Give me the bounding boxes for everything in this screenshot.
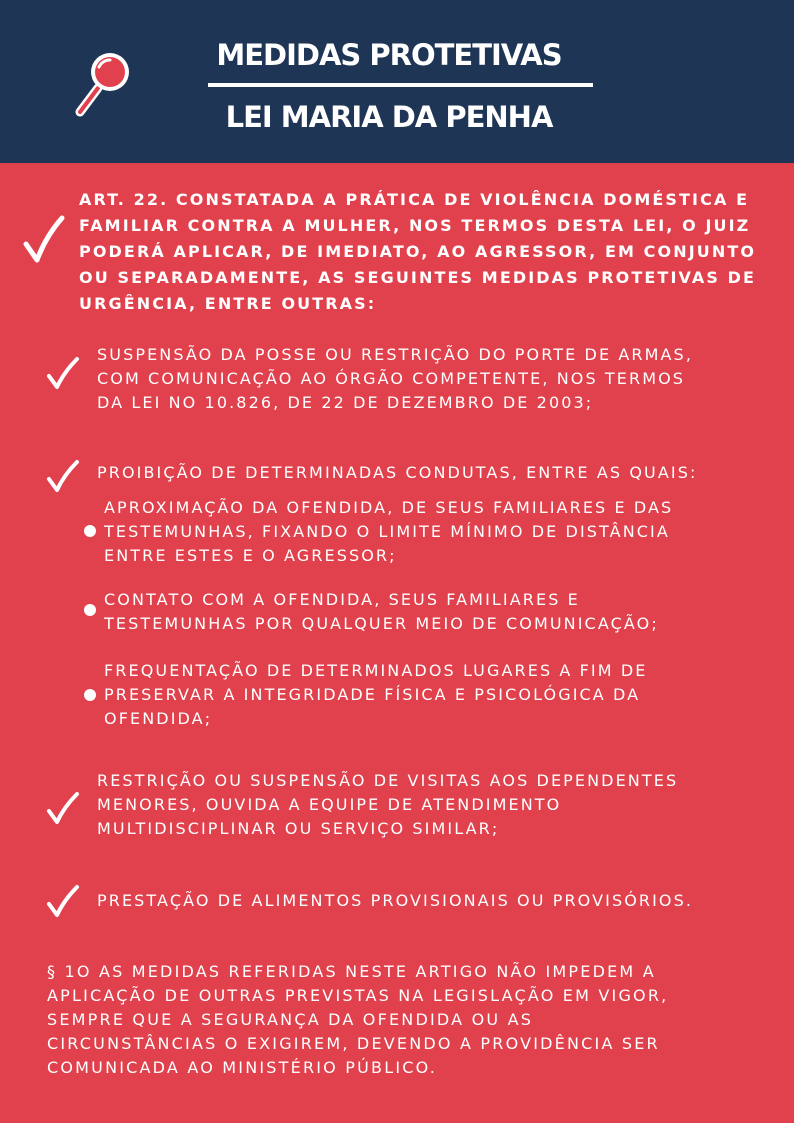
measure-item: SUSPENSÃO DA POSSE OU RESTRIÇÃO DO PORTE DE ARMAS, COM COMUNICAÇÃO AO ÓRGÃO COMPETENTE, NOS TERMOS DA LEI NO 10.826, DE 22 DE DEZEMBRO DE 2003; xyxy=(97,345,693,412)
sub-item: APROXIMAÇÃO DA OFENDIDA, DE SEUS FAMILIARES E DAS TESTEMUNHAS, FIXANDO O LIMITE MÍNIMO DE DISTÂNCIA ENTRE ESTES E O AGRESSOR; xyxy=(104,498,674,565)
sub-item: FREQUENTAÇÃO DE DETERMINADOS LUGARES A FIM DE PRESERVAR A INTEGRIDADE FÍSICA E PSICOLÓGICA DA OFENDIDA; xyxy=(104,661,648,728)
checkmark-icon xyxy=(46,884,80,920)
bullet-dot xyxy=(84,604,96,616)
title-divider xyxy=(208,83,593,87)
measure-item: PRESTAÇÃO DE ALIMENTOS PROVISIONAIS OU PROVISÓRIOS. xyxy=(97,891,694,910)
paragraph-1-text: § 1O AS MEDIDAS REFERIDAS NESTE ARTIGO NÃO IMPEDEM A APLICAÇÃO DE OUTRAS PREVISTAS NA LEGISLAÇÃO EM VIGOR, SEMPRE QUE A SEGURANÇA DA OFENDIDA OU AS CIRCUNSTÂNCIAS O EXIGIREM, DEVENDO A PROVIDÊNCIA SER COMUNICADA AO MINISTÉRIO PÚBLICO. xyxy=(47,962,669,1077)
title-line-2: LEI MARIA DA PENHA xyxy=(225,100,553,134)
header-banner xyxy=(0,0,794,163)
article-22-text: ART. 22. CONSTATADA A PRÁTICA DE VIOLÊNCIA DOMÉSTICA E FAMILIAR CONTRA A MULHER, NOS TERMOS DESTA LEI, O JUIZ PODERÁ APLICAR, DE IMEDIATO, AO AGRESSOR, EM CONJUNTO OU SEPARADAMENTE, AS SEGUINTES MEDIDAS PROTETIVAS DE URGÊNCIA, ENTRE OUTRAS: xyxy=(79,190,757,313)
measure-item: RESTRIÇÃO OU SUSPENSÃO DE VISITAS AOS DEPENDENTES MENORES, OUVIDA A EQUIPE DE ATENDIMENTO MULTIDISCIPLINAR OU SERVIÇO SIMILAR; xyxy=(97,771,679,838)
bullet-dot xyxy=(84,525,96,537)
title-line-1: MEDIDAS PROTETIVAS xyxy=(216,38,562,72)
bullet-dot xyxy=(84,689,96,701)
checkmark-icon xyxy=(46,791,80,827)
measure-item: PROIBIÇÃO DE DETERMINADAS CONDUTAS, ENTRE AS QUAIS: xyxy=(97,463,698,482)
checkmark-icon xyxy=(22,214,66,266)
checkmark-icon xyxy=(46,356,80,392)
checkmark-icon xyxy=(46,459,80,495)
sub-item: CONTATO COM A OFENDIDA, SEUS FAMILIARES E TESTEMUNHAS POR QUALQUER MEIO DE COMUNICAÇÃO; xyxy=(104,590,659,633)
